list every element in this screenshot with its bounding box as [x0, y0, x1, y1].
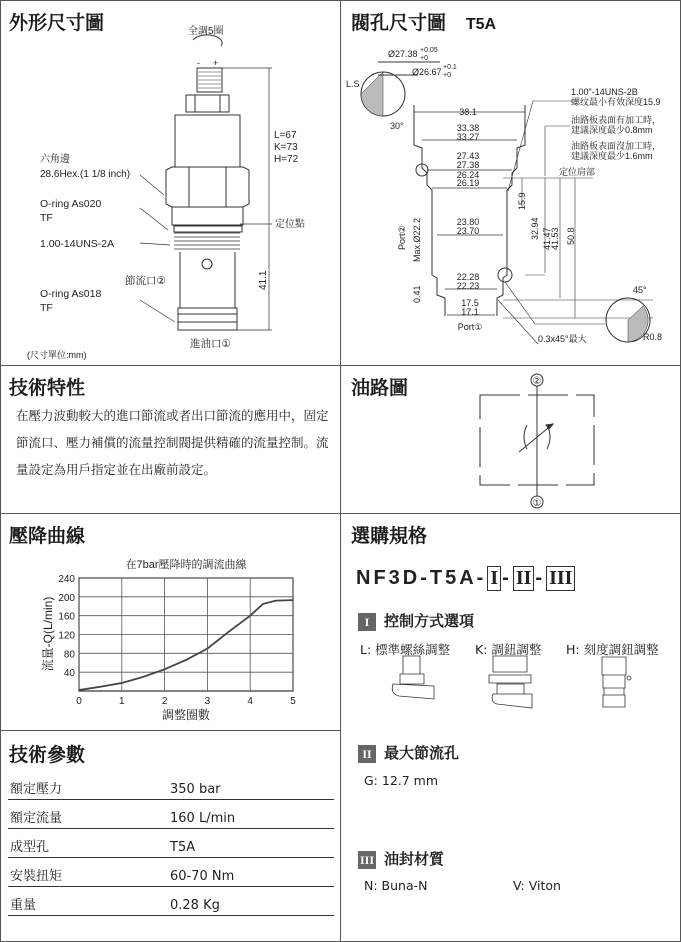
option-g: G: 12.7 mm: [364, 773, 439, 788]
params-title: 技術參數: [9, 744, 86, 766]
angle45: 45°: [633, 285, 647, 295]
param-key: 額定流量: [10, 811, 63, 826]
w7a: 17.5: [461, 298, 479, 308]
tf1-label: TF: [40, 212, 53, 224]
section-num: II: [358, 745, 376, 763]
plus-label: +: [213, 58, 219, 68]
order-code: [356, 566, 576, 591]
minus-label: -: [197, 58, 200, 68]
y-tick-label: 160: [58, 611, 75, 623]
param-row: [8, 836, 334, 858]
section-num: I: [358, 613, 376, 631]
circuit-port-top: ②: [532, 376, 542, 387]
section-control: [358, 610, 474, 631]
section-title: 油封材質: [384, 850, 445, 868]
y-tick-label: 80: [63, 649, 75, 661]
option-n: N: Buna-N: [364, 878, 428, 893]
d1-tol-up: +0.05: [420, 47, 438, 54]
w3b: 27.38: [456, 160, 480, 170]
x-tick-label: 5: [290, 696, 296, 707]
section-title: 控制方式選項: [384, 612, 475, 630]
hex-cn-label: 六角邊: [40, 154, 70, 165]
param-value: 160 L/min: [170, 811, 236, 826]
section-num: III: [359, 852, 374, 867]
w5b: 23.70: [456, 226, 480, 236]
dim-41: 41.1: [258, 270, 269, 290]
circuit-title: 油路圖: [351, 377, 409, 399]
note2a: 油路板表面有加工時，: [571, 115, 662, 125]
w5a: 23.80: [456, 217, 480, 227]
thread-label: 1.00-14UNS-2A: [40, 238, 115, 250]
chart-title: 在7bar壓降時的調流曲線: [125, 559, 247, 571]
cavity-port1: Port①: [457, 322, 483, 332]
tf2-label: TF: [40, 302, 53, 314]
param-value: 60-70 Nm: [170, 869, 235, 884]
w2a: 33.38: [456, 123, 480, 133]
sep: -: [476, 567, 487, 589]
hex-label: 28.6Hex.(1 1/8 inch): [40, 169, 131, 180]
d2-tol-lo: +0: [443, 72, 451, 79]
circuit-symbol: [480, 374, 594, 508]
locate-label: 定位點: [275, 219, 305, 230]
dim-k: K=73: [274, 142, 298, 153]
option-k-image: [489, 656, 532, 708]
dim-l: L=67: [274, 130, 297, 141]
param-row: [8, 807, 334, 829]
param-key: 成型孔: [10, 840, 50, 855]
section-title: 最大節流孔: [384, 744, 460, 762]
order-code-base: NF3D-T5A: [356, 567, 477, 589]
d2-tol-up: +0.1: [443, 64, 457, 71]
outline-title: 外形尺寸圖: [9, 12, 105, 34]
note1a: 1.00"-14UNS-2B: [571, 87, 638, 97]
curve-title: 壓降曲線: [9, 525, 86, 547]
param-row: [8, 894, 334, 916]
w4a: 26.24: [456, 170, 480, 180]
note3a: 油路板表面沒加工時，: [571, 141, 662, 151]
d1: Ø27.38: [388, 49, 418, 59]
w2b: 33.27: [456, 132, 480, 142]
x-tick-label: 0: [76, 696, 82, 707]
y-tick-label: 200: [58, 592, 75, 604]
w7b: 17.1: [461, 307, 479, 317]
dim-3294: 32.94: [530, 217, 540, 240]
param-key: 安裝扭矩: [10, 869, 63, 884]
box-1: I: [487, 566, 501, 591]
box-3: III: [546, 566, 575, 591]
note3b: 建議深度最少1.6mm: [571, 151, 653, 161]
box-2: II: [513, 566, 535, 591]
dim-4153: 41.53: [550, 227, 560, 250]
circuit-port-bottom: ①: [532, 498, 542, 509]
y-axis-label: 流量-Q(L/min): [41, 596, 55, 672]
sep: -: [535, 567, 546, 589]
turns-label: 全調5圈: [188, 26, 224, 37]
cavity-code: T5A: [465, 16, 497, 33]
oring1-label: O-ring As020: [40, 198, 102, 210]
param-row: [8, 865, 334, 887]
w3a: 27.43: [456, 151, 480, 161]
param-value: T5A: [170, 840, 196, 855]
port1-label: 進油口①: [190, 338, 231, 350]
param-key: 重量: [10, 898, 37, 913]
max-dia: Max.Ø22.2: [412, 217, 422, 262]
x-tick-label: 3: [204, 696, 211, 707]
x-tick-label: 1: [119, 696, 125, 707]
param-value: 0.28 Kg: [170, 898, 220, 913]
param-key: 額定壓力: [10, 782, 63, 797]
sep: -: [502, 567, 512, 589]
dim-159: 15.9: [517, 192, 527, 210]
option-l-image: [392, 656, 434, 699]
w4b: 26.19: [456, 178, 480, 188]
features-title: 技術特性: [9, 377, 86, 399]
x-tick-label: 4: [247, 696, 253, 707]
pressure-curve-chart: [40, 557, 296, 722]
option-l: L: 標準螺絲調整: [360, 642, 451, 657]
dim-508: 50.8: [566, 227, 576, 245]
dim-4147: 41.47: [542, 227, 552, 250]
d2: Ø26.67: [412, 67, 442, 77]
chamfer: 0.3x45°最大: [538, 334, 587, 344]
features-text: 在壓力波動較大的進口節流或者出口節流的應用中，固定節流口、壓力補償的流量控制閥提供精確的流量控制。流量設定為用戶指定並在出廠前設定。: [16, 408, 329, 477]
port2-label: 節流口②: [125, 275, 166, 287]
section-seal: [358, 848, 444, 869]
option-h-image: [602, 657, 631, 707]
section-orifice: [358, 742, 459, 763]
w6b: 22.23: [456, 281, 480, 291]
option-v: V: Viton: [513, 878, 561, 893]
order-title: 選購規格: [351, 525, 428, 547]
oring2-label: O-ring As018: [40, 288, 102, 300]
angle30: 30°: [390, 121, 404, 131]
note2b: 建議深度最少0.8mm: [571, 125, 653, 135]
x-axis-label: 調整圈數: [161, 708, 211, 722]
y-tick-label: 240: [58, 574, 75, 585]
unit-label: (尺寸單位:mm): [27, 350, 87, 360]
shoulder: 定位肩部: [559, 167, 596, 177]
dim-041: 0.41: [412, 285, 422, 303]
cavity-port2: Port②: [397, 225, 407, 250]
param-value: 350 bar: [170, 782, 221, 797]
w1: 38.1: [459, 107, 477, 117]
option-h: H: 刻度調鈕調整: [566, 642, 659, 657]
d1-tol-lo: +0: [420, 55, 428, 62]
cavity-title-text: 閥孔尺寸圖: [351, 12, 447, 34]
flow-curve: [79, 600, 293, 690]
x-tick-label: 2: [161, 696, 168, 707]
param-row: [8, 778, 334, 800]
w6a: 22.28: [456, 272, 480, 282]
radius: R0.8: [643, 332, 663, 342]
ls: L.S: [346, 79, 360, 89]
dim-h: H=72: [274, 154, 299, 165]
note1b: 螺纹最小有效深度15.9: [571, 97, 661, 107]
option-k: K: 調鈕調整: [475, 642, 542, 657]
y-tick-label: 40: [63, 668, 75, 680]
y-tick-label: 120: [58, 630, 75, 642]
